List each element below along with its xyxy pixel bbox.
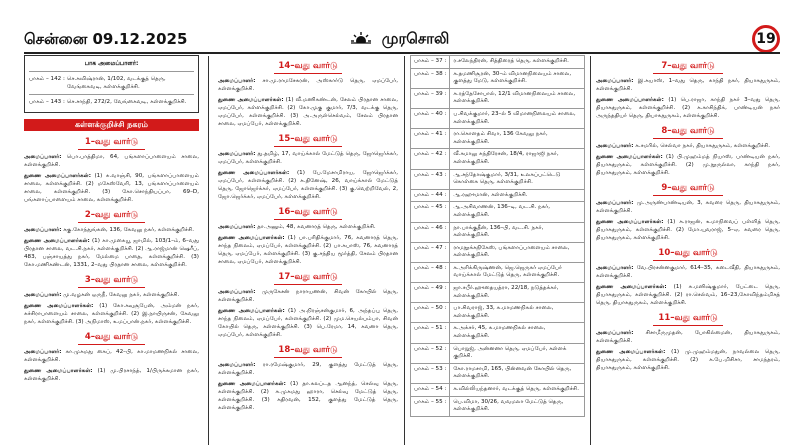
role-label: அமைப்பாளர்:: [596, 143, 634, 149]
person-details: ரா.ரமேஷ்குமார், 29, குளத்து மேட்டுத் தெரு, கள்ளக்குறிச்சி.: [218, 362, 398, 376]
table-row: [411, 108, 585, 128]
ward-deputy-organizers: [596, 96, 780, 120]
person-details: (1) கோ.கவுசூபேன், அம்மன் நகர், சுச்சிராபாளையம் சாலை, கள்ளக்குறிச்சி. (2) இ.நாயிருசன், கேவலு நகர், கள்ளக்குறிச்சி. (3) அநிமாஸ், உமப்பான்.நகர், கள்ளக்குறிச்சி.: [24, 303, 199, 325]
ward-block: [596, 312, 780, 372]
edition-date: சென்னை 09.12.2025: [24, 30, 188, 48]
person-details: க.சமரில், செல்வா நகர், தியாகதுருகம், கள்ளக்குறிச்சி.: [635, 143, 771, 149]
table-row: [411, 149, 585, 169]
ward-organizer: [218, 288, 398, 304]
ward-block: [218, 344, 398, 412]
table-row: [411, 283, 585, 303]
ward-deputy-organizers: [218, 307, 398, 339]
newspaper-brand: [300, 29, 500, 50]
newspaper-name: முரசொலி: [381, 29, 450, 48]
column-2: [218, 55, 398, 445]
person-details: (1) பா.பரிதிக்குமார், 76, கவனாரத் தெரு, சாந்த நிலைம், ஏமப்பேர், கள்ளக்குறிச்சி. (2) பா.கபாஸ், 76, கவனாரத் தெரு, ஏமப்பேர், கள்ளக்குறிச்சி. (3) கு.சந்திய மூர்த்தி, சேலம் பிரதான சாலை, ஏமப்பேர், கள்ளக்குறிச்சி.: [218, 235, 398, 265]
booth-organizer: ர.சலேந்திரன், சித்திரைத் தெரு, கள்ளக்குறிச்சி.: [450, 56, 585, 69]
person-details: (1) வீ.மணிகண்டன், சேலம் பிரதான சாலை, ஏமப்பேர், கள்ளக்குறிச்சி. (2) கோ.முகு குமார், 7/3, வடக்கு தெரு, ஏமப்பேர், கள்ளக்குறிச்சி. (3) அ.அருள்செல்வம், சேலம் பிரதான சாலை, ஏமப்பேர், கள்ளக்குறிச்சி.: [218, 97, 398, 127]
person-details: து.தமிழ், 17, வாய்க்கால் மேட்டுத் தெரு, ஜோஜெர்க்கர், ஏமப்பேர், கள்ளக்குறிச்சி.: [218, 151, 398, 165]
person-details: வே.பிரசன்னகுமார், 614–35, கடைவீதி, தியாகதுருகம், கள்ளக்குறிச்சி.: [596, 265, 780, 279]
booth-number: பாகம் – 45 :: [411, 202, 450, 222]
booth-number: பாகம் – 142 :: [29, 76, 65, 82]
booth-organizer: க.தமணிசூரன், 30–ம் விமானநிலையம் சாலை, குளத்து மேடு, கள்ளக்குறிச்சி.: [450, 68, 585, 88]
table-row: [411, 189, 585, 202]
booth-number: பாகம் – 54 :: [411, 384, 450, 397]
ward-title: 7–வது வார்டு: [596, 60, 780, 74]
booth-organizer: க.வில்லியந்தனார், வடக்குத் தெரு, கள்ளக்குறிச்சி.: [450, 384, 585, 397]
booth-number: பாகம் – 52 :: [411, 343, 450, 363]
table-row: [411, 56, 585, 69]
ward-title: 14–வது வார்டு: [218, 60, 398, 74]
ward-organizer: [218, 361, 398, 377]
table-row: [411, 222, 585, 242]
booth-number: பாகம் – 38 :: [411, 68, 450, 88]
ward-deputy-organizers: [218, 380, 398, 412]
role-label: துணை அமைப்பாளர்கள்:: [24, 303, 94, 309]
ward-title: 1–வது வார்டு: [24, 136, 199, 150]
ward-title: 16–வது வார்டு: [218, 206, 398, 220]
role-label: அமைப்பாளர்:: [24, 227, 62, 233]
ward-organizer: [596, 199, 780, 215]
role-label: துணை அமைப்பாளர்கள்:: [596, 284, 667, 290]
ward-title: 15–வது வார்டு: [218, 133, 398, 147]
table-row: [411, 323, 585, 343]
booth-number: பாகம் – 51 :: [411, 323, 450, 343]
booth-organizer: பெ.விமா, 30/26, வவமலா மேட்டுத் தெரு, கள்ளக்குறிச்சி.: [450, 396, 585, 416]
role-label: துணை அமைப்பாளர்கள்:: [596, 219, 664, 225]
booth-number: பாகம் – 42 :: [411, 149, 450, 169]
ward-title: 18–வது வார்டு: [218, 344, 398, 358]
role-label: துணை அமைப்பாளர்கள்:: [24, 173, 91, 179]
table-row: [411, 363, 585, 383]
booth-organizer: செ.சாந்தி, 272/2, வேங்கைவடி, கள்ளக்குறிச்சி.: [67, 99, 187, 105]
booth-number: பாகம் – 53 :: [411, 363, 450, 383]
booth-organizer: வீ.கமாலு சுந்திரேசன், 18/4, ராஜாஜி நகர், கள்ளக்குறிச்சி.: [450, 149, 585, 169]
role-label: துணை அமைப்பாளர்கள்:: [218, 381, 286, 387]
booth-number: பாகம் – 46 :: [411, 222, 450, 242]
role-label: துணை அமைப்பாளர்கள்:: [218, 308, 285, 314]
table-row: [411, 88, 585, 108]
role-label: துணை அமைப்பாளர்கள்:: [596, 154, 663, 160]
table-row: [411, 262, 585, 282]
ward-organizer: [24, 291, 199, 299]
table-row: [411, 343, 585, 363]
ward-block: [596, 60, 780, 120]
role-label: துணை அமைப்பாளர்கள்:: [596, 349, 666, 355]
booth-box-title: பாக அமைப்பாளர்:: [84, 60, 139, 67]
ward-title: 9–வது வார்டு: [596, 182, 780, 196]
rising-sun-icon: [351, 32, 371, 48]
person-details: மு.வழகன் ஒருநீ, கேவலு நகர், கள்ளக்குறிச்சி.: [63, 292, 180, 298]
booth-row: [29, 71, 194, 94]
ward-block: [24, 274, 199, 326]
ward-title: 11–வது வார்டு: [596, 312, 780, 326]
section-banner: கள்ளக்குறிச்சி நகரம்: [24, 119, 199, 131]
person-details: (1) மு.முஹம்மதுன், நாவல்லை தெரு, தியாகதுருகம், கள்ளக்குறிச்சி. (2) க.பே.மிசிசா, சாமந்தரம், தியாகதுருகம், கள்ளக்குறிச்சி.: [596, 349, 780, 371]
ward-deputy-organizers: [24, 302, 199, 326]
ward-title: 2–வது வார்டு: [24, 209, 199, 223]
person-details: (1) கா.முகையூ ஜாமில், 103/1–ம், 6–வது பிரதான சாலை, வட.சி.நகர், கள்ளக்குறிச்சி. (2) ஆ.ராஜ்மான் ஷெரீப், 483, பஞ்சாயத்து நகர், மேல்மை பாதை, கள்ளக்குறிச்சி. (3) கோ.மணிகண்டன், 1331, 2–வது பிரதான சாலை, கள்ளக்குறிச்சி.: [24, 238, 199, 268]
role-label: துணை அமைப்பாளர்கள்:: [596, 97, 664, 103]
role-label: துணை அமைப்பாளர்கள்:: [24, 238, 90, 244]
ward-organizer: [596, 264, 780, 280]
person-details: (1) அ.நிரஞ்சன்குமார், 6, அந்தப்பு தெரு, சாந்த நிலைம், ஏமப்பேர், கள்ளக்குறிச்சி. (2) மும.செயல்பம்பா, சிவன் கோயில் தெரு, கள்ளக்குறிச்சி. (3) பெ.ரேமா, 14, கவனா தெரு, ஏமப்பேர், கள்ளக்குறிச்சி.: [218, 308, 398, 338]
booth-organizer: ஆ.சந்தோஷ்குமார், 3/31, உலகப்பட்டெடு கொள்கை தெரு, கள்ளக்குறிச்சி.: [450, 169, 585, 189]
ward-block: [24, 136, 199, 204]
role-label: அமைப்பாளர்:: [218, 289, 256, 295]
booth-number: பாகம் – 143 :: [29, 99, 65, 105]
ward-deputy-organizers: [596, 348, 780, 372]
ward-title: 8–வது வார்டு: [596, 125, 780, 139]
booth-organizer: ராமநூக்கநிகேஸ், பங்களாப்பாளையம் சாலை, கள்ளக்குறிச்சி.: [450, 242, 585, 262]
ward-block: [218, 60, 398, 128]
booth-organizer: நா.பாக்குதீன், 136–பி, வட.சி. நகர், கள்ளக்குறிச்சி.: [450, 222, 585, 242]
booth-organizer: கோ.ராமசாமி, 165, பின்னவன் கோயில் தெரு, கள்ளக்குறிச்சி.: [450, 363, 585, 383]
ward-block: [596, 247, 780, 307]
booth-number: பாகம் – 39 :: [411, 88, 450, 108]
booth-number: பாகம் – 40 :: [411, 108, 450, 128]
ward-deputy-organizers: [596, 218, 780, 242]
person-details: (1) சு.ராஜன், உமாநிவைப் பள்ளித் தெரு, தியாகதுருகம், கள்ளக்குறிச்சி. (2) மோ.யுவராஜ், 5–ஏ, கவரை தெரு, தியாகதுருகம், கள்ளக்குறிச்சி.: [596, 219, 780, 241]
booth-organizer: ப.சிவக்குமார், 23–ல் 5 விமானநிலையம் சாலை, கள்ளக்குறிச்சி.: [450, 108, 585, 128]
booth-organizer: பா.சிவராஜ், 33, க.மாமணநிகல் சாலை, கள்ளக்குறிச்சி.: [450, 303, 585, 323]
person-details: சா.மு.ராமசேகரன், அஸ்கார்டு தெரு, ஏமப்பேர், கள்ளக்குறிச்சி.: [218, 78, 398, 92]
table-row: [411, 169, 585, 189]
ward-deputy-organizers: [218, 169, 398, 201]
person-details: (1) பே.மேசாமிராய, ஜோஜெர்க்கர், ஏமப்பேர், கள்ளக்குறிச்சி. (2) சு.தினேஷ், 26, வாய்க்கால் மேட்டுத் தெரு, ஜோஜெர்க்கர், ஏமப்பேர், கள்ளக்குறிச்சி. (3) கு.வெற்றிவேல், 2, ஜோ.ஜெர்க்கர், ஏமப்பேர், கள்ளக்குறிச்சி.: [218, 170, 398, 200]
table-row: [411, 68, 585, 88]
person-details: சகு.கோந்துங்கன், 136, கேவலு நகர், கள்ளக்குறிச்சி.: [63, 227, 195, 233]
ward-deputy-organizers: [24, 172, 199, 204]
ward-organizer: [596, 77, 780, 93]
person-details: (1) சு.மனிஷ்குமார், பேட்டை தெரு, தியாகதுருகம், கள்ளக்குறிச்சி. (2) ரா.செல்வம், 16–23,கோவிந்தம்மிசத் தெரு, தியாகதுருகம், கள்ளக்குறிச்சி.: [596, 284, 780, 306]
role-label: அமைப்பாளர்:: [596, 330, 634, 336]
column-divider: [590, 56, 591, 445]
role-label: துணை அமைப்பாளர்கள்:: [218, 235, 285, 241]
ward-block: [24, 209, 199, 269]
ward-block: [218, 133, 398, 201]
role-label: அமைப்பாளர்:: [596, 265, 634, 271]
ward-deputy-organizers: [24, 367, 199, 383]
booth-number: பாகம் – 37 :: [411, 56, 450, 69]
ward-block: [596, 182, 780, 242]
column-3: [410, 55, 585, 445]
ward-block: [596, 125, 780, 177]
booth-number: பாகம் – 48 :: [411, 262, 450, 282]
person-details: (1) மு.பிரசாந்த், 1/பிருக்கமான நகர், கள்ளக்குறிச்சி.: [24, 368, 199, 382]
ward-organizer: [24, 226, 199, 234]
role-label: அமைப்பாளர்:: [218, 78, 256, 84]
table-row: [411, 129, 585, 149]
booth-organizer: க.அக்சர், 45, க.மாமணநிகல் சாலை, கள்ளக்குறிச்சி.: [450, 323, 585, 343]
ward-deputy-organizers: [218, 234, 398, 266]
ward-organizer: [218, 223, 398, 231]
table-row: [411, 303, 585, 323]
role-label: அமைப்பாளர்:: [218, 224, 256, 230]
ward-block: [218, 271, 398, 339]
booth-organizer: ஜா.சபீர்.ஹுதையத்ரா, 22/18, நடுத்தக்கர், கள்ளக்குறிச்சி.: [450, 283, 585, 303]
ward-deputy-organizers: [218, 96, 398, 128]
person-details: தா.அனும், 48, கவனாரத் தெரு, கள்ளக்குறிச்சி.: [257, 224, 376, 230]
ward-deputy-organizers: [596, 283, 780, 307]
booth-number: பாகம் – 55 :: [411, 396, 450, 416]
person-details: (1) தா.கலப்டத ஆனந்த், செல்வு தெரு, கள்ளக்குறிச்சி. (2) சு.முகமது ஹாரா, செல்வு மேட்டுத் தெரு, கள்ளக்குறிச்சி. (3) கதிரவன், 152, குளத்து மேட்டுத் தெரு, கள்ளக்குறிச்சி.: [218, 381, 398, 411]
person-details: சிசாமீருமுதன், போகில்மைன், தியாகதுருகம், கள்ளக்குறிச்சி.: [596, 330, 780, 344]
column-divider: [208, 56, 209, 445]
role-label: அமைப்பாளர்:: [24, 349, 62, 355]
role-label: அமைப்பாளர்:: [24, 292, 62, 298]
booth-number: பாகம் – 49 :: [411, 283, 450, 303]
ward-organizer: [596, 329, 780, 345]
role-label: அமைப்பாளர்:: [24, 154, 62, 160]
booth-organizer: சு.ரத்தேசோபால், 12/1 விமானநிலையம் சாலை, கள்ளக்குறிச்சி.: [450, 88, 585, 108]
booth-organizer: ஆ.ரஹுமான், கள்ளக்குறிச்சி.: [450, 189, 585, 202]
table-row: [411, 396, 585, 416]
ward-organizer: [218, 77, 398, 93]
masthead-divider: [24, 52, 780, 54]
role-label: துணை அமைப்பாளர்கள்:: [24, 368, 93, 374]
masthead: [0, 0, 800, 52]
page-number-badge: 19: [752, 25, 780, 53]
booth-number: பாகம் – 43 :: [411, 169, 450, 189]
person-details: கா.முகமது கைப், 42–பி, கா.மாமணநிகல் சாலை, கள்ளக்குறிச்சி.: [24, 349, 199, 363]
person-details: மு.அருண்பாண்டியன், 3, கவரை தெரு, தியாகதுருகம், கள்ளக்குறிச்சி.: [596, 200, 780, 214]
table-row: [411, 202, 585, 222]
ward-title: 17–வது வார்டு: [218, 271, 398, 285]
role-label: அமைப்பாளர்:: [218, 362, 256, 368]
role-label: அமைப்பாளர்:: [218, 151, 256, 157]
booth-row: [29, 94, 194, 109]
person-details: முருகேசன் நாராயணன், சிவன் கோயில் தெரு, கள்ளக்குறிச்சி.: [218, 289, 398, 303]
role-label: அமைப்பாளர்:: [596, 200, 634, 206]
person-details: பொ.பாத்திமா, 64, பங்களாப்பாளையம் சாலை, கள்ளக்குறிச்சி.: [24, 154, 199, 168]
column-divider: [404, 56, 405, 445]
table-row: [411, 242, 585, 262]
ward-organizer: [24, 348, 199, 364]
column-1: [24, 55, 199, 445]
ward-deputy-organizers: [596, 153, 780, 177]
booth-number: பாகம் – 50 :: [411, 303, 450, 323]
booth-organizer: ரா.கொளதம் சிவா, 136 கேவலு நகர், கள்ளக்குறிச்சி.: [450, 129, 585, 149]
table-row: [411, 384, 585, 397]
role-label: துணை அமைப்பாளர்கள்:: [218, 170, 290, 176]
booth-organizer: ஆ.அசிவாணன், 136–டி, வட.சி. நகர், கள்ளக்குறிச்சி.: [450, 202, 585, 222]
person-details: இ.கயாஸ், 1–வது தெரு, காந்தி நகர், தியாகதுருகம், கள்ளக்குறிச்சி.: [596, 78, 780, 92]
ward-organizer: [218, 150, 398, 166]
ward-title: 10–வது வார்டு: [596, 247, 780, 261]
person-details: (1) சு.வாஞ்சி, 90, பங்களாப்பாளையம் சாலை, கள்ளக்குறிச்சி. (2) மகேஸ்வேரி, 13, பங்களாப்பாளையம் சாலை, கள்ளக்குறிச்சி. (3) கோ.சொந்தியப்பா, 69–D, பங்களாப்பாளையம் சாலை, கள்ளக்குறிச்சி.: [24, 173, 199, 203]
role-label: அமைப்பாளர்:: [596, 78, 634, 84]
booth-table: [410, 55, 585, 417]
ward-block: [218, 206, 398, 266]
booth-organizer-box: [24, 55, 199, 113]
ward-organizer: [596, 142, 780, 150]
booth-organizer: பொறுஜ், அன்னனா தெரு, ஏமப்பேர், கள்ளக் குறிச்சி.: [450, 343, 585, 363]
ward-deputy-organizers: [24, 237, 199, 269]
role-label: துணை அமைப்பாளர்கள்:: [218, 97, 284, 103]
person-details: (1) பெ.ராஜா, காந்தி நகர் 3–வது தெரு, தியாகதுருகம், கள்ளக்குறிச்சி. (2) க.காசிந்திக், பாண்டியன் நகர் அருந்ததியர் தெரு, தியாகதுருகம், கள்ளக்குறிச்சி.: [596, 97, 780, 119]
booth-organizer: க.அரிக்கிருஷ்ணன், ஜெ.ஜெருகர் ஏமப்பேர் வாய்க்கால் மேட்டுத் தெரு, கள்ளக்குறிச்சி.: [450, 262, 585, 282]
ward-title: 3–வது வார்டு: [24, 274, 199, 288]
booth-number: பாகம் – 41 :: [411, 129, 450, 149]
booth-number: பாகம் – 44 :: [411, 189, 450, 202]
booth-organizer: செ.சுவிஷ்ரான், 1/102, வடக்குத் தெரு, வேங்கைவடி, கள்ளக்குறிச்சி.: [67, 76, 166, 90]
person-details: (1) பி.முஹம்மத் நியாஸ், பாண்டியன் நகர், தியாகதுருகம், கள்ளக்குறிச்சி. (2) மு.நூருல்லா, காந்தி நகர், தியாகதுருகம், கள்ளக்குறிச்சி.: [596, 154, 780, 176]
column-4: [596, 55, 780, 445]
ward-organizer: [24, 153, 199, 169]
ward-title: 4–வது வார்டு: [24, 331, 199, 345]
booth-number: பாகம் – 47 :: [411, 242, 450, 262]
ward-block: [24, 331, 199, 383]
